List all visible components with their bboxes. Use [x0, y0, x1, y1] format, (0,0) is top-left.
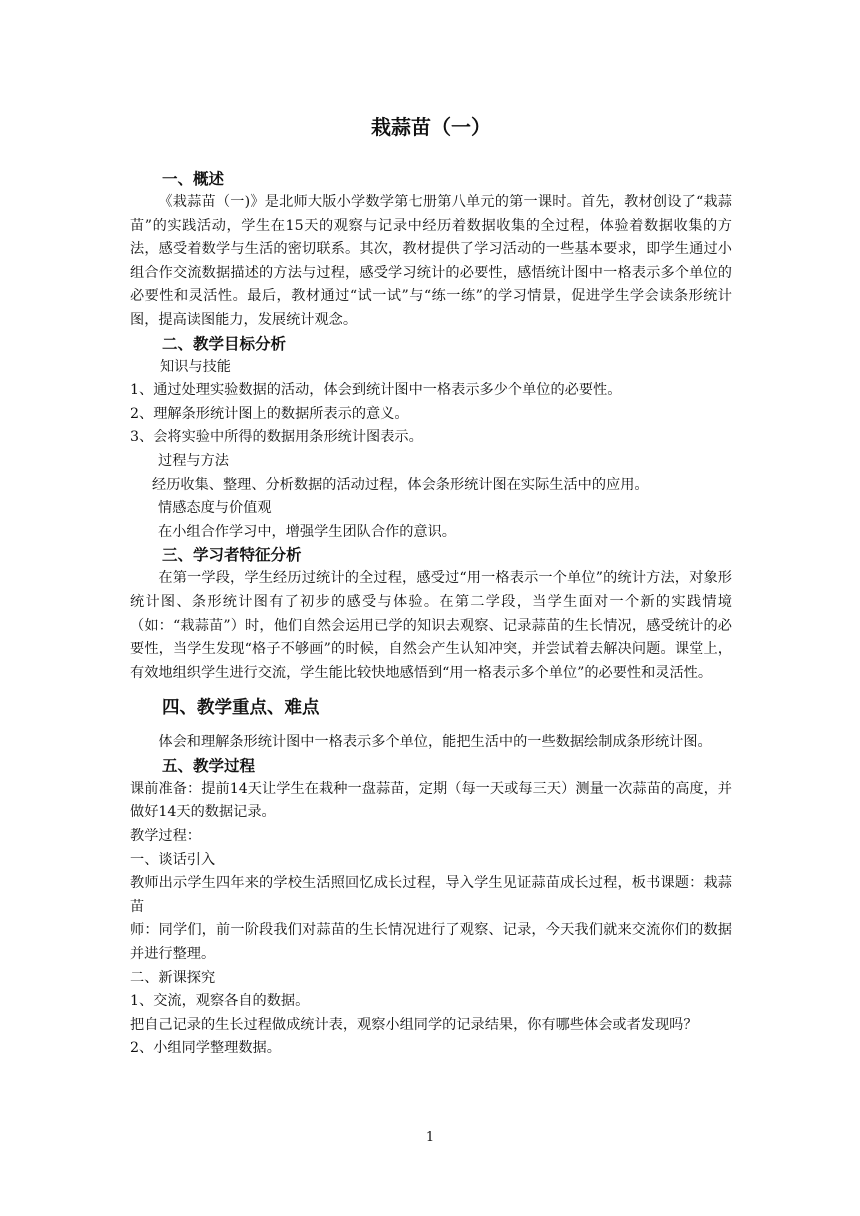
process-line: 教师出示学生四年来的学校生活照回忆成长过程，导入学生见证蒜苗成长过程，板书课题：栽蒜苗 — [130, 875, 732, 915]
knowledge-item: 2、理解条形统计图上的数据所表示的意义。 — [130, 405, 409, 422]
process-line: 教学过程： — [130, 828, 201, 845]
process-line: 把自己记录的生长过程做成统计表，观察小组同学的记录结果，你有哪些体会或者发现吗？ — [130, 1016, 698, 1033]
process-line: 一、谈话引入 — [130, 851, 216, 868]
section-heading-process: 五、教学过程 — [162, 756, 256, 775]
attitude-text: 在小组合作学习中，增强学生团队合作的意识。 — [158, 523, 456, 540]
section-heading-key-points: 四、教学重点、难点 — [162, 698, 320, 719]
knowledge-item: 3、会将实验中所得的数据用条形统计图表示。 — [130, 429, 423, 446]
process-text: 经历收集、整理、分析数据的活动过程，体会条形统计图在实际生活中的应用。 — [152, 476, 649, 493]
process-line: 二、新课探究 — [130, 969, 216, 986]
key-points-paragraph: 体会和理解条形统计图中一格表示多个单位，能把生活中的一些数据绘制成条形统计图。 — [158, 734, 712, 751]
page-number: 1 — [425, 1130, 435, 1145]
section-heading-objectives: 二、教学目标分析 — [162, 334, 287, 353]
section-heading-overview: 一、概述 — [162, 170, 225, 188]
knowledge-item: 1、通过处理实验数据的活动，体会到统计图中一格表示多少个单位的必要性。 — [130, 382, 622, 399]
learners-paragraph: 在第一学段，学生经历过统计的全过程，感受过“用一格表示一个单位”的统计方法，对象形统计图、条形统计图有了初步的感受与体验。在第二学段，当学生面对一个新的实践情境（如：“栽蒜苗”）时，他们自然会运用已学的知识去观察、记录蒜苗的生长情况，感受统计的必要性，当学生发现“格子不够画”的时候，自然会产生认知冲突，并尝试着去解决问题。课堂上，有效地组织学生进行交流，学生能比较快地感悟到“用一格表示多个单位”的必要性和灵活性。 — [130, 570, 732, 681]
section-heading-learners: 三、学习者特征分析 — [162, 546, 302, 565]
overview-paragraph: 《栽蒜苗（一)》是北师大版小学数学第七册第八单元的第一课时。首先，教材创设了“栽蒜苗”的实践活动，学生在15天的观察与记录中经历着数据收集的全过程，体验着数据收集的方法，感受着数学与生活的密切联系。其次，教材提供了学习活动的一些基本要求，即学生通过小组合作交流数据描述的方法与过程，感受学习统计的必要性，感悟统计图中一格表示多个单位的必要性和灵活性。最后，教材通过“试一试”与“练一练”的学习情景，促进学生学会读条形统计图，提高读图能力，发展统计观念。 — [130, 194, 732, 328]
process-line: 1、交流，观察各自的数据。 — [130, 993, 310, 1010]
subheading-process: 过程与方法 — [158, 452, 229, 469]
document-body — [130, 112, 732, 1061]
subheading-knowledge: 知识与技能 — [160, 358, 231, 375]
process-line: 师：同学们，前一阶段我们对蒜苗的生长情况进行了观察、记录，今天我们就来交流你们的数据并进行整理。 — [130, 922, 732, 963]
document-title: 栽蒜苗（一） — [371, 115, 491, 139]
subheading-attitude: 情感态度与价值观 — [158, 500, 272, 517]
process-line: 课前准备：提前14天让学生在栽种一盘蒜苗，定期（每一天或每三天）测量一次蒜苗的高度，并做好14天的数据记录。 — [130, 780, 732, 821]
process-line: 2、小组同学整理数据。 — [130, 1040, 281, 1057]
